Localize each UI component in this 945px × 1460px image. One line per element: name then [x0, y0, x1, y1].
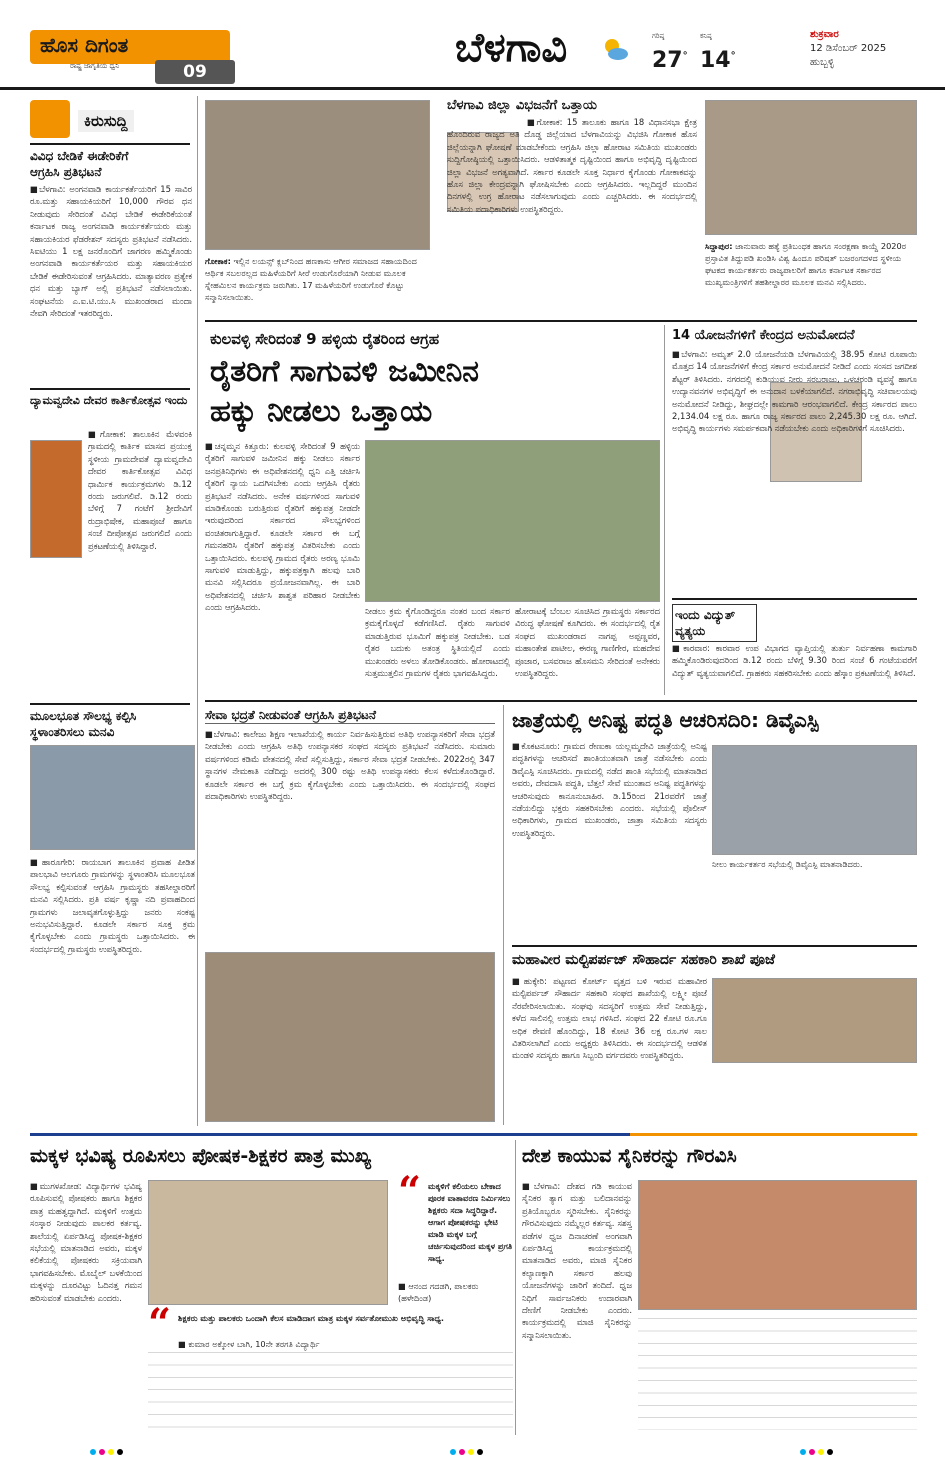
jatra-body: ■ಕೊಕಟನೂರು: ಗ್ರಾಮದ ರೇಣುಕಾ ಯಲ್ಲಮ್ಮದೇವಿ ಜಾತ್ರೆಯಲ್ಲಿ ಅನಿಷ್ಟ ಪದ್ಧತಿಗಳನ್ನು ಆಚರಿಸದೆ ಶಾಂತಿಯುತವಾಗಿ ಜಾತ್ರೆ ನಡೆಸಬೇಕು ಎಂದು ಡಿವೈಎಸ್ಪಿ ಸೂಚಿಸಿದರು. ಗ್ರಾಮದಲ್ಲಿ ನಡೆದ ಶಾಂತಿ ಸಭೆಯಲ್ಲಿ ಮಾತನಾಡಿದ ಅವರು, ದೇವದಾಸಿ ಪದ್ಧತಿ, ಬೆತ್ತಲೆ ಸೇವೆ ಮುಂತಾದ ಅನಿಷ್ಟ ಪದ್ಧತಿಗಳನ್ನು ಆಚರಿಸುವುದು ಕಾನೂನುಬಾಹಿರ. ಡಿ.15ರಿಂದ 21ರವರೆಗೆ ಜಾತ್ರೆ ನಡೆಯಲಿದ್ದು ಭಕ್ತರು ಸಹಕರಿಸಬೇಕು ಎಂದರು. ಸಭೆಯಲ್ಲಿ ಪೊಲೀಸ್ ಅಧಿಕಾರಿಗಳು, ಗ್ರಾಮದ ಮುಖಂಡರು, ಜಾತ್ರಾ ಸಮಿತಿಯ ಸದಸ್ಯರು ಉಪಸ್ಥಿತರಿದ್ದರು.: [512, 741, 707, 838]
seva-title: ಸೇವಾ ಭದ್ರತೆ ನೀಡುವಂತೆ ಆಗ್ರಹಿಸಿ ಪ್ರತಿಭಟನೆ: [205, 708, 495, 724]
power-cut-title: ಇಂದು ವಿದ್ಯುತ್ ವ್ಯತ್ಯಯ: [672, 604, 757, 642]
amrut-body: ■ಬೆಳಗಾವಿ: ಅಮೃತ್ 2.0 ಯೋಜನೆಯಡಿ ಬೆಳಗಾವಿಯಲ್ಲಿ 38.95 ಕೋಟಿ ರೂಪಾಯಿ ಮೊತ್ತದ 14 ಯೋಜನೆಗಳಿಗೆ ಕೇಂದ್ರ ಸರ್ಕಾರ ಅನುಮೋದನೆ ನೀಡಿದೆ ಎಂದು ಸಂಸದ ಜಗದೀಶ ಶೆಟ್ಟರ್ ತಿಳಿಸಿದರು. ನಗರದಲ್ಲಿ ಕುಡಿಯುವ ನೀರು ಸರಬರಾಜು, ಒಳಚರಂಡಿ ವ್ಯವಸ್ಥೆ ಹಾಗೂ ಉದ್ಯಾನವನಗಳ ಅಭಿವೃದ್ಧಿಗೆ ಈ ಅನುದಾನ ಬಳಕೆಯಾಗಲಿದೆ. ನಗರಾಭಿವೃದ್ಧಿ ಸಚಿವಾಲಯವು ಅನುಮೋದನೆ ನೀಡಿದ್ದು, ಶೀಘ್ರದಲ್ಲೇ ಕಾಮಗಾರಿ ಆರಂಭವಾಗಲಿದೆ. ಕೇಂದ್ರ ಸರ್ಕಾರದ ಪಾಲು 2,134.04 ಲಕ್ಷ ರೂ. ಹಾಗೂ ರಾಜ್ಯ ಸರ್ಕಾರದ ಪಾಲು 2,245.30 ಲಕ್ಷ ರೂ. ಆಗಿದೆ. ಅಭಿವೃದ್ಧಿ ಕಾರ್ಯಗಳು ಸಮರ್ಪಕವಾಗಿ ನಡೆಯಬೇಕು ಎಂದು ಅಧಿಕಾರಿಗಳಿಗೆ ಸೂಚಿಸಿದರು.: [672, 349, 917, 434]
sidebar-story3-title: ಮೂಲಭೂತ ಸೌಲಭ್ಯ ಕಲ್ಪಿಸಿ ಸ್ಥಳಾಂತರಿಸಲು ಮನವಿ: [30, 709, 137, 739]
text-columns: [638, 1318, 917, 1430]
mahaveer-body: ■ಹುಕ್ಕೇರಿ: ಪಟ್ಟಣದ ಕೋರ್ಟ್ ವೃತ್ತದ ಬಳಿ ಇರುವ ಮಹಾವೀರ ಮಲ್ಟಿಪರ್ಪಜ್ ಸೌಹಾರ್ದ ಸಹಕಾರಿ ಸಂಘದ ಶಾಖೆಯಲ್ಲಿ ಲಕ್ಷ್ಮೀ ಪೂಜೆ ನೆರವೇರಿಸಲಾಯಿತು. ಸಂಘವು ಸದಸ್ಯರಿಗೆ ಉತ್ತಮ ಸೇವೆ ನೀಡುತ್ತಿದ್ದು, ಕಳೆದ ಸಾಲಿನಲ್ಲಿ ಉತ್ತಮ ಲಾಭ ಗಳಿಸಿದೆ. ಸಂಘದ 22 ಕೋಟಿ ರೂ.ಗೂ ಅಧಿಕ ಠೇವಣಿ ಹೊಂದಿದ್ದು, 18 ಕೋಟಿ 36 ಲಕ್ಷ ರೂ.ಗಳ ಸಾಲ ವಿತರಿಸಲಾಗಿದೆ ಎಂದು ಅಧ್ಯಕ್ಷರು ತಿಳಿಸಿದರು. ಈ ಸಂದರ್ಭದಲ್ಲಿ ಆಡಳಿತ ಮಂಡಳಿ ಸದಸ್ಯರು ಹಾಗೂ ಸಿಬ್ಬಂದಿ ವರ್ಗದವರು ಉಪಸ್ಥಿತರಿದ್ದರು.: [512, 976, 707, 1061]
min-temp: 14°: [700, 48, 736, 73]
column-divider: [197, 96, 198, 1126]
logo: ಹೊಸ ದಿಗಂತ: [30, 30, 230, 64]
divider: [30, 143, 190, 145]
parents-teachers-body: ■ಮುಗಳಖೋಡ: ವಿದ್ಯಾರ್ಥಿಗಳ ಭವಿಷ್ಯ ರೂಪಿಸುವಲ್ಲಿ ಪೋಷಕರು ಹಾಗೂ ಶಿಕ್ಷಕರ ಪಾತ್ರ ಮಹತ್ವದ್ದಾಗಿದೆ. ಮಕ್ಕಳಿಗೆ ಉತ್ತಮ ಸಂಸ್ಕಾರ ನೀಡುವುದು ಪಾಲಕರ ಕರ್ತವ್ಯ. ಶಾಲೆಯಲ್ಲಿ ಏರ್ಪಡಿಸಿದ್ದ ಪೋಷಕ-ಶಿಕ್ಷಕರ ಸಭೆಯಲ್ಲಿ ಮಾತನಾಡಿದ ಅವರು, ಮಕ್ಕಳ ಕಲಿಕೆಯಲ್ಲಿ ಪೋಷಕರು ಸಕ್ರಿಯವಾಗಿ ಭಾಗವಹಿಸಬೇಕು. ಮೊಬೈಲ್ ಬಳಕೆಯಿಂದ ಮಕ್ಕಳನ್ನು ದೂರವಿಟ್ಟು ಓದಿನತ್ತ ಗಮನ ಹರಿಸುವಂತೆ ಮಾಡಬೇಕು ಎಂದರು.: [30, 1181, 142, 1303]
lions-club-photo: [205, 100, 430, 250]
divider: [205, 320, 917, 322]
lead-body-col3: ಹೋರಾಟಕ್ಕೆ ಬೆಂಬಲ ಸೂಚಿಸಿದ ಗ್ರಾಮಸ್ಥರು ಸರ್ಕಾರದ ವಿರುದ್ಧ ಘೋಷಣೆ ಕೂಗಿದರು. ಈ ಸಂದರ್ಭದಲ್ಲಿ ರೈತ ಸಂಘದ ಮುಖಂಡರಾದ ನಾಗಪ್ಪ ಅಪ್ಪಣ್ಣವರ, ಮಹಾಂತೇಶ ಪಾಟೀಲ, ಈರಣ್ಣ ಗಾಣಿಗೇರ, ಮಹದೇವ ಪೂಜಾರ, ಬಸವರಾಜ ಹೊಸಮನಿ ಸೇರಿದಂತೆ ಅನೇಕರು ಉಪಸ್ಥಿತರಿದ್ದರು.: [515, 606, 660, 679]
mahaveer-title: ಮಹಾವೀರ ಮಲ್ಟಿಪರ್ಪಜ್ ಸೌಹಾರ್ದ ಸಹಕಾರಿ ಶಾಖೆ ಪೂಜೆ: [512, 952, 775, 968]
sidebar-story1-title: ವಿವಿಧ ಬೇಡಿಕೆ ಈಡೇರಿಕೆಗೆ ಆಗ್ರಹಿಸಿ ಪ್ರತಿಭಟನೆ: [30, 149, 129, 179]
district-split-body: ■ಗೋಕಾಕ: 15 ತಾಲೂಕು ಹಾಗೂ 18 ವಿಧಾನಸಭಾ ಕ್ಷೇತ್ರ ಹೊಂದಿರುವ ರಾಜ್ಯದ ಅತಿ ದೊಡ್ಡ ಜಿಲ್ಲೆಯಾದ ಬೆಳಗಾವಿಯನ್ನು ವಿಭಜಿಸಿ ಗೋಕಾಕ ಹೊಸ ಜಿಲ್ಲೆಯನ್ನಾಗಿ ಘೋಷಣೆ ಮಾಡಬೇಕೆಂದು ಆಗ್ರಹಿಸಿ ಜಿಲ್ಲಾ ಹೋರಾಟ ಸಮಿತಿಯ ಮುಖಂಡರು ಸುದ್ದಿಗೋಷ್ಠಿಯಲ್ಲಿ ಒತ್ತಾಯಿಸಿದರು. ಆಡಳಿತಾತ್ಮಕ ದೃಷ್ಟಿಯಿಂದ ಹಾಗೂ ಅಭಿವೃದ್ಧಿ ದೃಷ್ಟಿಯಿಂದ ಜಿಲ್ಲಾ ವಿಭಜನೆ ಅಗತ್ಯವಾಗಿದೆ. ಸರ್ಕಾರ ಕೂಡಲೇ ಸೂಕ್ತ ನಿರ್ಧಾರ ಕೈಗೊಂಡು ಗೋಕಾಕವನ್ನು ಹೊಸ ಜಿಲ್ಲಾ ಕೇಂದ್ರವನ್ನಾಗಿ ಘೋಷಿಸಬೇಕು ಎಂದು ಆಗ್ರಹಿಸಿದರು. ಇಲ್ಲದಿದ್ದರೆ ಮುಂದಿನ ದಿನಗಳಲ್ಲಿ ಉಗ್ರ ಹೋರಾಟ ನಡೆಸಲಾಗುವುದು ಎಂದು ಎಚ್ಚರಿಸಿದರು. ಈ ಸಂದರ್ಭದಲ್ಲಿ ಸಮಿತಿಯ ಪದಾಧಿಕಾರಿಗಳು ಉಪಸ್ಥಿತರಿದ್ದರು.: [447, 117, 697, 214]
quote-icon: “: [148, 1300, 172, 1347]
kirusuddi-icon: [30, 100, 70, 138]
quote-author: ■ ಆನಂದ ಗದಡಗಿ, ಪಾಲಕರು (ಹಳೇದಿಂಡ): [398, 1281, 479, 1303]
jatra-caption: ನೀಲು ಕಾರ್ಯಕರ್ತರ ಸಭೆಯಲ್ಲಿ ಡಿವೈಎಸ್ಪಿ ಮಾತನಾಡಿದರು.: [712, 859, 863, 869]
protest-caption: ಸಿದ್ದಾಪುರ: ಜಾನುವಾರು ಹತ್ಯೆ ಪ್ರತಿಬಂಧಕ ಹಾಗೂ ಸಂರಕ್ಷಣಾ ಕಾಯ್ದೆ 2020ರ ಪ್ರಸ್ತಾವಿತ ತಿದ್ದುಪಡಿ ಖಂಡಿಸಿ ವಿಶ್ವ ಹಿಂದೂ ಪರಿಷತ್ ಬಜರಂಗದಳದ ಸ್ಥಳೀಯ ಘಟಕದ ಕಾರ್ಯಕರ್ತರು ರಾಜ್ಯಪಾಲರಿಗೆ ಹಾಗೂ ಕರ್ನಾಟಕ ಸರ್ಕಾರದ ಮುಖ್ಯಮಂತ್ರಿಗಳಿಗೆ ತಹಶೀಲ್ದಾರರ ಮೂಲಕ ಮನವಿ ಸಲ್ಲಿಸಿದರು.: [705, 241, 907, 287]
column-divider: [664, 325, 665, 695]
weather-icon: [600, 34, 630, 64]
city-title: ಬೆಳಗಾವಿ: [455, 25, 568, 71]
edition: ಹುಬ್ಬಳ್ಳಿ: [810, 57, 835, 68]
print-marks: [450, 1440, 486, 1459]
parents-teachers-title: ಮಕ್ಕಳ ಭವಿಷ್ಯ ರೂಪಿಸಲು ಪೋಷಕ-ಶಿಕ್ಷಕರ ಪಾತ್ರ ಮುಖ್ಯ: [30, 1145, 372, 1167]
min-temp-label: ಕನಿಷ್ಠ: [700, 32, 712, 40]
soldiers-body: ■ಬೆಳಗಾವಿ: ದೇಶದ ಗಡಿ ಕಾಯುವ ಸೈನಿಕರ ತ್ಯಾಗ ಮತ್ತು ಬಲಿದಾನವನ್ನು ಪ್ರತಿಯೊಬ್ಬರೂ ಸ್ಮರಿಸಬೇಕು. ಸೈನಿಕರನ್ನು ಗೌರವಿಸುವುದು ನಮ್ಮೆಲ್ಲರ ಕರ್ತವ್ಯ. ಸಶಸ್ತ್ರ ಪಡೆಗಳ ಧ್ವಜ ದಿನಾಚರಣೆ ಅಂಗವಾಗಿ ಏರ್ಪಡಿಸಿದ್ದ ಕಾರ್ಯಕ್ರಮದಲ್ಲಿ ಮಾತನಾಡಿದ ಅವರು, ಮಾಜಿ ಸೈನಿಕರ ಕಲ್ಯಾಣಕ್ಕಾಗಿ ಸರ್ಕಾರ ಹಲವು ಯೋಜನೆಗಳನ್ನು ಜಾರಿಗೆ ತಂದಿದೆ. ಧ್ವಜ ನಿಧಿಗೆ ಸಾರ್ವಜನಿಕರು ಉದಾರವಾಗಿ ದೇಣಿಗೆ ನೀಡಬೇಕು ಎಂದರು. ಕಾರ್ಯಕ್ರಮದಲ್ಲಿ ಮಾಜಿ ಸೈನಿಕರನ್ನು ಸನ್ಮಾನಿಸಲಾಯಿತು.: [522, 1181, 632, 1340]
lead-kicker: ಕುಲವಳ್ಳಿ ಸೇರಿದಂತೆ 9 ಹಳ್ಳಿಯ ರೈತರಿಂದ ಆಗ್ರಹ: [210, 330, 440, 348]
quote-icon: “: [398, 1168, 422, 1215]
jatra-title: ಜಾತ್ರೆಯಲ್ಲಿ ಅನಿಷ್ಟ ಪದ್ಧತಿ ಆಚರಿಸದಿರಿ: ಡಿವೈಎಸ್ಪಿ: [512, 708, 819, 732]
district-split-title: ಬೆಳಗಾವಿ ಜಿಲ್ಲಾ ವಿಭಜನೆಗೆ ಒತ್ತಾಯ: [447, 98, 597, 113]
logo-tagline: ರಾಷ್ಟ್ರ ಜಾಗೃತಿಯ ಧ್ವನಿ: [70, 62, 120, 70]
peace-meeting-photo: [712, 745, 917, 855]
print-marks: [90, 1440, 126, 1459]
power-cut-body: ■ಕಾರವಾರ: ಕಾರವಾರ ಉಪ ವಿಭಾಗದ ವ್ಯಾಪ್ತಿಯಲ್ಲಿ ತುರ್ತು ನಿರ್ವಹಣಾ ಕಾಮಗಾರಿ ಹಮ್ಮಿಕೊಂಡಿರುವುದರಿಂದ ಡಿ.12 ರಂದು ಬೆಳಿಗ್ಗೆ 9.30 ರಿಂದ ಸಂಜೆ 6 ಗಂಟೆಯವರೆಗೆ ವಿದ್ಯುತ್ ವ್ಯತ್ಯಯವಾಗಲಿದೆ. ಗ್ರಾಹಕರು ಸಹಕರಿಸಬೇಕು ಎಂದು ಹೆಸ್ಕಾಂ ಪ್ರಕಟಣೆಯಲ್ಲಿ ತಿಳಿಸಿದೆ.: [672, 643, 917, 678]
farmers-protest-photo: [365, 440, 660, 602]
pooja-photo: [712, 978, 917, 1063]
divider: [205, 700, 917, 702]
divider: [512, 945, 917, 947]
soldiers-title: ದೇಶ ಕಾಯುವ ಸೈನಿಕರನ್ನು ಗೌರವಿಸಿ: [522, 1145, 737, 1167]
quote2-author: ■ ಕುಮಾರ ಅಕ್ಕೋಳ ಬಾಗಿ, 10ನೇ ತರಗತಿ ವಿದ್ಯಾರ್ಥಿ: [178, 1339, 320, 1349]
seva-body: ■ಬೆಳಗಾವಿ: ಕಾಲೇಜು ಶಿಕ್ಷಣ ಇಲಾಖೆಯಲ್ಲಿ ಕಾರ್ಯ ನಿರ್ವಹಿಸುತ್ತಿರುವ ಅತಿಥಿ ಉಪನ್ಯಾಸಕರಿಗೆ ಸೇವಾ ಭದ್ರತೆ ನೀಡಬೇಕು ಎಂದು ಆಗ್ರಹಿಸಿ ಅತಿಥಿ ಉಪನ್ಯಾಸಕರ ಸಂಘದ ಸದಸ್ಯರು ಪ್ರತಿಭಟನೆ ನಡೆಸಿದರು. ಸುಮಾರು ವರ್ಷಗಳಿಂದ ಕಡಿಮೆ ವೇತನದಲ್ಲಿ ಸೇವೆ ಸಲ್ಲಿಸುತ್ತಿದ್ದು, ಸರ್ಕಾರ ಸೇವಾ ಭದ್ರತೆ ನೀಡಬೇಕು. 2022ರಲ್ಲಿ 347 ಸ್ಥಾನಗಳ ನೇಮಕಾತಿ ನಡೆದಿದ್ದು ಅದರಲ್ಲಿ 300 ರಷ್ಟು ಅತಿಥಿ ಉಪನ್ಯಾಸಕರು ಕೆಲಸ ಕಳೆದುಕೊಂಡಿದ್ದಾರೆ. ಕೂಡಲೇ ಸರ್ಕಾರ ಈ ಬಗ್ಗೆ ಕ್ರಮ ಕೈಗೊಳ್ಳಬೇಕು ಎಂದು ಒತ್ತಾಯಿಸಿದರು. ಈ ಸಂದರ್ಭದಲ್ಲಿ ಸಂಘದ ಪದಾಧಿಕಾರಿಗಳು ಉಪಸ್ಥಿತರಿದ್ದರು.: [205, 729, 495, 802]
column-divider: [515, 1140, 516, 1435]
column-divider: [503, 705, 504, 1125]
lead-body-col2: ನೀಡಲು ಕ್ರಮ ಕೈಗೊಂಡಿದ್ದರೂ ನಂತರ ಬಂದ ಸರ್ಕಾರ ಕ್ರಮಕೈಗೊಳ್ಳದೆ ಕಡೆಗಣಿಸಿದೆ. ರೈತರು ಸಾಗುವಳಿ ಮಾಡುತ್ತಿರುವ ಭೂಮಿಗೆ ಹಕ್ಕುಪತ್ರ ನೀಡಬೇಕು. ಬಡ ರೈತರ ಬದುಕು ಅತಂತ್ರ ಸ್ಥಿತಿಯಲ್ಲಿದೆ ಎಂದು ಮುಖಂಡರು ಅಳಲು ತೋಡಿಕೊಂಡರು. ಹೋರಾಟದಲ್ಲಿ ಸುತ್ತಮುತ್ತಲಿನ ಗ್ರಾಮಗಳ ರೈತರು ಭಾಗವಹಿಸಿದ್ದರು.: [365, 606, 510, 679]
max-temp-label: ಗರಿಷ್ಠ: [652, 32, 665, 40]
text-columns: [148, 1352, 513, 1432]
sidebar-story2-title: ದ್ಯಾಮವ್ವದೇವಿ ದೇವರ ಕಾರ್ತಿಕೋತ್ಸವ ಇಂದು: [30, 394, 188, 407]
memorandum-photo: [30, 745, 195, 850]
lead-headline: ರೈತರಿಗೆ ಸಾಗುವಳಿ ಜಮೀನಿನ ಹಕ್ಕು ನೀಡಲು ಒತ್ತಾಯ: [210, 354, 479, 429]
divider: [30, 703, 190, 705]
date-block: [810, 28, 886, 70]
section-rule-accent: [630, 1133, 917, 1136]
amrut-title: 14 ಯೋಜನೆಗಳಿಗೆ ಕೇಂದ್ರದ ಅನುಮೋದನೆ: [672, 328, 855, 343]
sidebar-story2-body: ■ಗೋಕಾಕ: ತಾಲೂಕಿನ ಮೆಳವಂಕಿ ಗ್ರಾಮದಲ್ಲಿ ಕಾರ್ತಿಕ ಮಾಸದ ಪ್ರಯುಕ್ತ ಸ್ಥಳೀಯ ಗ್ರಾಮದೇವತೆ ದ್ಯಾಮವ್ವದೇವಿ ದೇವರ ಕಾರ್ತಿಕೋತ್ಸವ ವಿವಿಧ ಧಾರ್ಮಿಕ ಕಾರ್ಯಕ್ರಮಗಳು ಡಿ.12 ರಂದು ಜರುಗಲಿವೆ. ಡಿ.12 ರಂದು ಬೆಳಿಗ್ಗೆ 7 ಗಂಟೆಗೆ ಶ್ರೀದೇವಿಗೆ ರುದ್ರಾಭಿಷೇಕ, ಮಹಾಪೂಜೆ ಹಾಗೂ ಸಂಜೆ ದೀಪೋತ್ಸವ ಜರುಗಲಿದೆ ಎಂದು ಪ್ರಕಟಣೆಯಲ್ಲಿ ತಿಳಿಸಿದ್ದಾರೆ.: [88, 429, 192, 551]
print-marks: [800, 1440, 836, 1459]
issue-date: 12 ಡಿಸೆಂಬರ್ 2025: [810, 43, 887, 54]
divider: [672, 598, 917, 600]
goddess-photo: [30, 440, 82, 558]
quote-text: ಮಕ್ಕಳಿಗೆ ಕಲಿಯಲು ಬೇಕಾದ ಪೂರಕ ವಾತಾವರಣ ನಿರ್ಮಿಸಲು ಶಿಕ್ಷಕರು ಸದಾ ಸಿದ್ಧರಿದ್ದಾರೆ. ಆಗಾಗ ಪೋಷಕರನ್ನು ಭೇಟಿ ಮಾಡಿ ಮಕ್ಕಳ ಬಗ್ಗೆ ಚರ್ಚಿಸುವುದರಿಂದ ಮಕ್ಕಳ ಪ್ರಗತಿ ಸಾಧ್ಯ.: [428, 1181, 513, 1263]
max-temp: 27°: [652, 48, 688, 73]
protest-photo: [705, 100, 917, 235]
sidebar-story1-body: ■ಬೆಳಗಾವಿ: ಅಂಗನವಾಡಿ ಕಾರ್ಯಕರ್ತೆಯರಿಗೆ 15 ಸಾವಿರ ರೂ.ಮತ್ತು ಸಹಾಯಕಿಯರಿಗೆ 10,000 ಗೌರವ ಧನ ನೀಡುವುದು ಸೇರಿದಂತೆ ವಿವಿಧ ಬೇಡಿಕೆ ಈಡೇರಿಕೆಯಂತೆ ಕರ್ನಾಟಕ ರಾಜ್ಯ ಅಂಗನವಾಡಿ ಕಾರ್ಯಕರ್ತೆಯರು ಮತ್ತು ಸಹಾಯಕಿಯರ ಫೆಡರೇಶನ್ ಸದಸ್ಯರು ಪ್ರತಿಭಟನೆ ನಡೆಸಿದರು. ಸಿಐಟಿಯು 1 ಲಕ್ಷ ಜನರೊಂದಿಗೆ ಜಾಗರಣ ಹಮ್ಮಿಕೊಂಡು ಅಂಗನವಾಡಿ ಕಾರ್ಯಕರ್ತೆಯರ ಮತ್ತು ಸಹಾಯಕಿಯರ ಬೇಡಿಕೆ ಈಡೇರಿಸುವಂತೆ ಆಗ್ರಹಿಸಿದರು. ಮಾತ್ಯಾವರಣ ಪ್ರತ್ಯೇಕ ಧನ ಮತ್ತು ಬ್ಯಾಗ್ ಅಲ್ಲಿ ಪ್ರತಿಭಟನೆ ನಡೆಸಲಾಯಿತು. ಸಂಘಟನೆಯ ಎ.ಐ.ಟಿ.ಯು.ಸಿ ಮುಖಂಡರಾದ ಮಂದಾ ನೇವಗಿ ಸೇರಿದಂತೆ ಇತರರಿದ್ದರು.: [30, 184, 192, 319]
parents-meeting-photo: [148, 1180, 388, 1305]
lions-club-caption: ಗೋಕಾಕ: ಇಲ್ಲಿನ ಲಯನ್ಸ್ ಕ್ಲಬ್‌ನಿಂದ ಹಣಕಾಸು ಆಗೀರ ಸಮಾಜದ ಸಹಾಯದಿಂದ ಆರ್ಥಿಕ ಸಬಲರಲ್ಲದ ಮಹಿಳೆಯರಿಗೆ ಸೀರೆ ಉಡುಗೊರೆಯಾಗಿ ನೀಡುವ ಮೂಲಕ ಸ್ನೇಹಮಿಲನ ಕಾರ್ಯಕ್ರಮ ಜರುಗಿತು. 17 ಮಹಿಳೆಯರಿಗೆ ಉಡುಗೊರೆ ಕೊಟ್ಟು ಸನ್ಮಾನಿಸಲಾಯಿತು.: [205, 256, 417, 302]
sidebar-story3-body: ■ಹಾರೂಗೇರಿ: ರಾಯಬಾಗ ತಾಲೂಕಿನ ಪ್ರವಾಹ ಪೀಡಿತ ಪಾಲಭಾವಿ ಆಲಗೂರು ಗ್ರಾಮಗಳನ್ನು ಸ್ಥಳಾಂತರಿಸಿ ಮೂಲಭೂತ ಸೌಲಭ್ಯ ಕಲ್ಪಿಸುವಂತೆ ಆಗ್ರಹಿಸಿ ಗ್ರಾಮಸ್ಥರು ತಹಸೀಲ್ದಾರರಿಗೆ ಮನವಿ ಸಲ್ಲಿಸಿದರು. ಪ್ರತಿ ವರ್ಷ ಕೃಷ್ಣಾ ನದಿ ಪ್ರವಾಹದಿಂದ ಗ್ರಾಮಗಳು ಜಲಾವೃತಗೊಳ್ಳುತ್ತಿದ್ದು ಜನರು ಸಂಕಷ್ಟ ಅನುಭವಿಸುತ್ತಿದ್ದಾರೆ. ಕೂಡಲೇ ಸರ್ಕಾರ ಸೂಕ್ತ ಕ್ರಮ ಕೈಗೊಳ್ಳಬೇಕು ಎಂದು ಗ್ರಾಮಸ್ಥರು ಒತ್ತಾಯಿಸಿದರು. ಈ ಸಂದರ್ಭದಲ್ಲಿ ಗ್ರಾಮಸ್ಥರು ಉಪಸ್ಥಿತರಿದ್ದರು.: [30, 857, 195, 954]
lead-body-col1: ■ಚನ್ನಮ್ಮನ ಕಿತ್ತೂರು: ಕುಲವಳ್ಳಿ ಸೇರಿದಂತೆ 9 ಹಳ್ಳಿಯ ರೈತರಿಗೆ ಸಾಗುವಳಿ ಜಮೀನಿನ ಹಕ್ಕು ನೀಡಲು ಸರ್ಕಾರ ಜನಪ್ರತಿನಿಧಿಗಳು ಈ ಅಧಿವೇಶನದಲ್ಲಿ ಧ್ವನಿ ಎತ್ತಿ ಚರ್ಚಿಸಿ ರೈತರಿಗೆ ನ್ಯಾಯ ಒದಗಿಸಬೇಕು ಎಂದು ಆಗ್ರಹಿಸಿ ರೈತರು ಪ್ರತಿಭಟನೆ ನಡೆಸಿದರು. ಅನೇಕ ವರ್ಷಗಳಿಂದ ಸಾಗುವಳಿ ಮಾಡಿಕೊಂಡು ಬರುತ್ತಿರುವ ರೈತರಿಗೆ ಹಕ್ಕುಪತ್ರ ನೀಡದೇ ಇರುವುದರಿಂದ ಸರ್ಕಾರದ ಸೌಲಭ್ಯಗಳಿಂದ ವಂಚಿತರಾಗುತ್ತಿದ್ದಾರೆ. ಕೂಡಲೇ ಸರ್ಕಾರ ಈ ಬಗ್ಗೆ ಗಮನಹರಿಸಿ ರೈತರಿಗೆ ಹಕ್ಕುಪತ್ರ ವಿತರಿಸಬೇಕು ಎಂದು ಒತ್ತಾಯಿಸಿದರು. ಕುಲವಳ್ಳಿ ಗ್ರಾಮದ ರೈತರು ಅರಣ್ಯ ಭೂಮಿ ಸಾಗುವಳಿ ಮಾಡುತ್ತಿದ್ದು, ಹಕ್ಕುಪತ್ರಕ್ಕಾಗಿ ಹಲವು ಬಾರಿ ಮನವಿ ಸಲ್ಲಿಸಿದರೂ ಪ್ರಯೋಜನವಾಗಿಲ್ಲ. ಈ ಬಾರಿ ಅಧಿವೇಶನದಲ್ಲಿ ಚರ್ಚಿಸಿ ಶಾಶ್ವತ ಪರಿಹಾರ ನೀಡಬೇಕು ಎಂದು ಆಗ್ರಹಿಸಿದರು.: [205, 441, 360, 613]
quote2-text: ಶಿಕ್ಷಕರು ಮತ್ತು ಪಾಲಕರು ಒಂದಾಗಿ ಕೆಲಸ ಮಾಡಿದಾಗ ಮಾತ್ರ ಮಕ್ಕಳ ಸರ್ವತೋಮುಖ ಅಭಿವೃದ್ಧಿ ಸಾಧ್ಯ.: [178, 1313, 445, 1323]
lecturers-protest-photo: [205, 952, 495, 1122]
kirusuddi-title: ಕಿರುಸುದ್ದಿ: [78, 110, 134, 132]
soldiers-event-photo: [638, 1180, 917, 1310]
divider: [30, 388, 190, 390]
page-number: 09: [155, 60, 235, 84]
weekday: ಶುಕ್ರವಾರ: [810, 29, 839, 40]
